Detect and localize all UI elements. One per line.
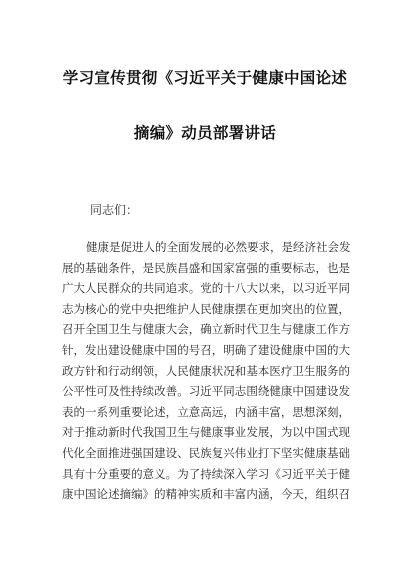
body-line: 表的一系列重要论述，立意高远，内涵丰富，思想深刻，	[62, 404, 350, 419]
body-line: 召开全国卫生与健康大会，确立新时代卫生与健康工作方	[62, 322, 350, 337]
body-paragraph	[62, 237, 350, 505]
body-line: 展的基础条件，是民族昌盛和国家富强的重要标志，也是	[62, 260, 350, 275]
body-line: 针，发出建设健康中国的号召，明确了建设健康中国的大	[62, 342, 350, 357]
body-line: 具有十分重要的意义。为了持续深入学习《习近平关于健	[62, 466, 350, 481]
document-title-line-2: 摘编》动员部署讲话	[133, 124, 277, 142]
body-line: 志为核心的党中央把维护人民健康摆在更加突出的位置，	[62, 301, 350, 316]
salutation: 同志们：	[90, 203, 139, 217]
body-line: 代化全面推进强国建设、民族复兴伟业打下坚实健康基础	[62, 445, 350, 460]
body-line: 健康是促进人的全面发展的必然要求，是经济社会发	[86, 240, 350, 254]
body-line: 广大人民群众的共同追求。党的十八大以来，以习近平同	[62, 281, 350, 296]
document-title-line-1: 学习宣传贯彻《习近平关于健康中国论述	[62, 69, 348, 87]
body-line: 康中国论述摘编》的精神实质和丰富内涵，今天，组织召	[62, 487, 350, 502]
body-line: 对于推动新时代我国卫生与健康事业发展，为以中国式现	[62, 425, 350, 440]
body-line: 政方针和行动纲领，人民健康状况和基本医疗卫生服务的	[62, 363, 350, 378]
body-line: 公平性可及性持续改善。习近平同志围绕健康中国建设发	[62, 384, 350, 399]
